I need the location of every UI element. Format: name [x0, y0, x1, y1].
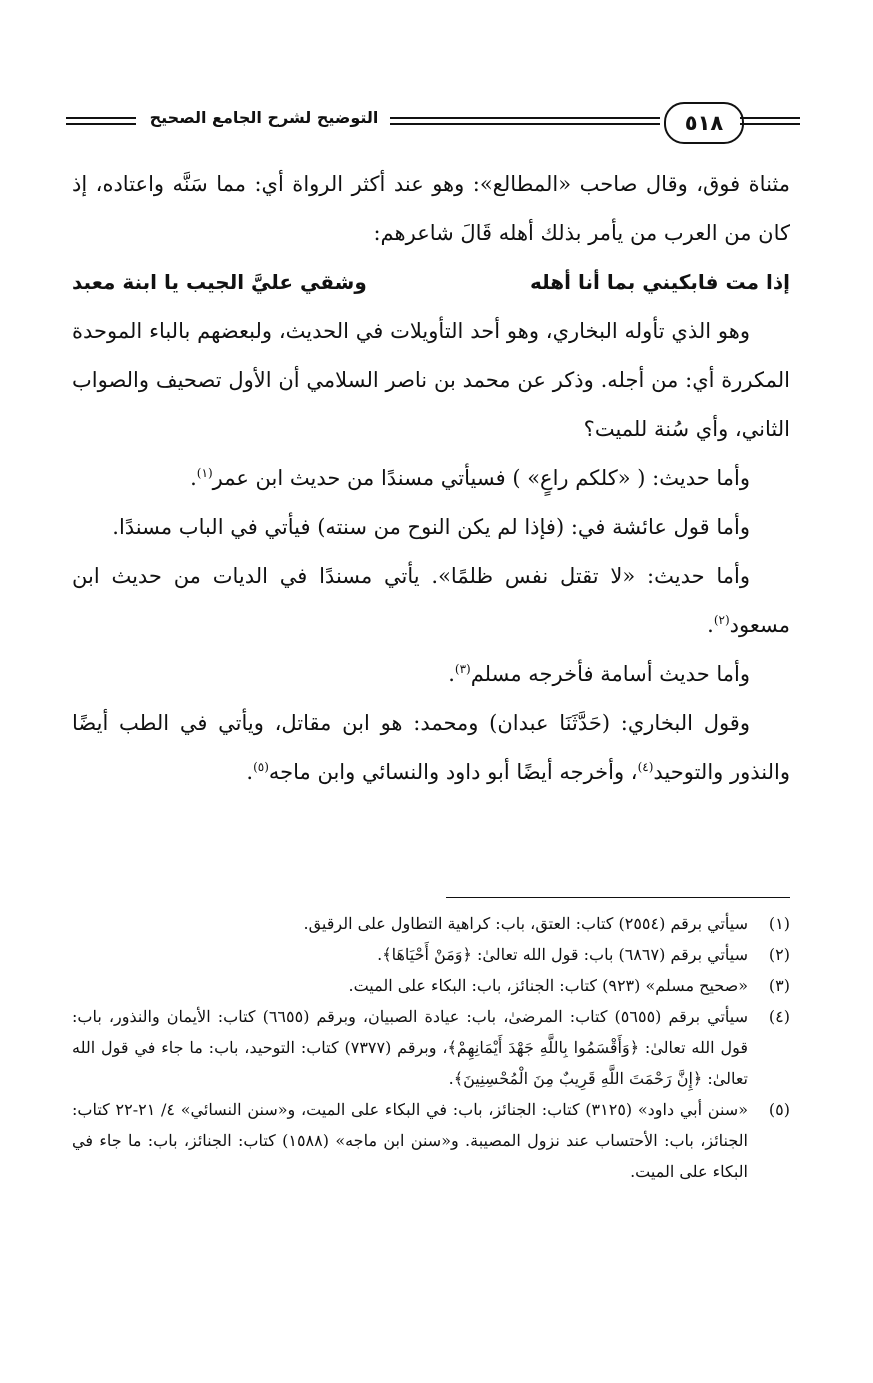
footnote — [72, 1094, 790, 1187]
poem-verse — [72, 258, 790, 307]
paragraph-text: وأما حديث: «لا تقتل نفس ظلمًا». يأتي مسندًا في الديات من حديث ابن مسعود — [72, 564, 790, 637]
main-text — [72, 160, 790, 797]
footnote-ref: (١) — [196, 466, 213, 480]
running-header — [60, 100, 800, 144]
paragraph — [72, 650, 790, 699]
paragraph-text: وأما حديث: ( «كلكم راعٍ» ) فسيأتي مسندًا من حديث ابن عمر — [212, 466, 750, 490]
paragraph — [72, 552, 790, 650]
paragraph — [72, 454, 790, 503]
header-rule — [66, 123, 136, 125]
footnote — [72, 1001, 790, 1094]
paragraph-text: ، وأخرجه أيضًا أبو داود والنسائي وابن ماجه — [268, 760, 638, 784]
footnote — [72, 970, 790, 1001]
period: . — [246, 760, 254, 784]
footnote-ref: (٥) — [253, 760, 269, 774]
period: . — [448, 662, 455, 686]
footnote-number: (١) — [768, 914, 790, 933]
period: . — [707, 613, 714, 637]
footnote-number: (٥) — [768, 1100, 790, 1119]
footnote-text: سيأتي برقم (٥٦٥٥) كتاب: المرضىٰ، باب: عيادة الصبيان، وبرقم (٦٦٥٥) كتاب: الأيمان والنذور، باب: قول الله تعالىٰ: ﴿وَأَقْسَمُوا بِاللَّهِ جَهْدَ أَيْمَانِهِمْ﴾، وبرقم (٧٣٧٧) كتاب: التوحيد، باب: ما جاء في قول الله تعالىٰ: ﴿إِنَّ رَحْمَتَ اللَّهِ قَرِيبٌ مِنَ الْمُحْسِنِينَ﴾. — [72, 1007, 748, 1088]
verse-second-hemistich: وشقي عليَّ الجيب يا ابنة معبد — [72, 270, 367, 294]
footnotes — [72, 908, 790, 1187]
period: . — [190, 466, 197, 490]
paragraph: مثناة فوق، وقال صاحب «المطالع»: وهو عند أكثر الرواة أي: مما سَنَّه واعتاده، إذ كان من العرب من يأمر بذلك أهله قَالَ شاعرهم: — [72, 172, 790, 245]
footnote-text: «صحيح مسلم» (٩٢٣) كتاب: الجنائز، باب: البكاء على الميت. — [348, 976, 748, 995]
footnote-separator — [446, 897, 790, 898]
header-rule — [66, 117, 136, 119]
header-rule — [740, 117, 800, 119]
footnote-number: (٢) — [768, 945, 790, 964]
footnote-ref: (٣) — [454, 662, 471, 676]
paragraph-text: وأما حديث أسامة فأخرجه مسلم — [470, 662, 750, 686]
running-title: التوضيح لشرح الجامع الصحيح — [149, 108, 379, 127]
footnote-text: سيأتي برقم (٦٨٦٧) باب: قول الله تعالىٰ: ﴿وَمَنْ أَحْيَاهَا﴾. — [377, 945, 748, 964]
verse-first-hemistich: إذا مت فابكيني بما أنا أهله — [530, 270, 790, 294]
footnote-text: «سنن أبي داود» (٣١٢٥) كتاب: الجنائز، باب: في البكاء على الميت، و«سنن النسائي» ٤/ ٢١-٢٢ كتاب: الجنائز، باب: الأحتساب عند نزول المصيبة. و«سنن ابن ماجه» (١٥٨٨) كتاب: الجنائز، باب: ما جاء في البكاء على الميت. — [72, 1100, 749, 1181]
footnote — [72, 908, 790, 939]
footnote-number: (٤) — [768, 1007, 790, 1026]
paragraph-text: وقول البخاري: (حَدَّثَنَا عبدان) ومحمد: هو ابن مقاتل، ويأتي في الطب أيضًا والنذور والتوحيد — [72, 711, 790, 784]
paragraph: وهو الذي تأوله البخاري، وهو أحد التأويلات في الحديث، ولبعضهم بالباء الموحدة المكررة أي: من أجله. وذكر عن محمد بن ناصر السلامي أن الأول تصحيف والصواب الثاني، وأي سُنة للميت؟ — [72, 319, 790, 441]
header-rule — [390, 117, 660, 119]
header-rule — [740, 123, 800, 125]
footnote-ref: (٢) — [713, 613, 730, 627]
header-rule — [390, 123, 660, 125]
footnote — [72, 939, 790, 970]
paragraph — [72, 699, 790, 797]
footnote-text: سيأتي برقم (٢٥٥٤) كتاب: العتق، باب: كراهية التطاول على الرقيق. — [303, 914, 748, 933]
footnote-number: (٣) — [768, 976, 790, 995]
paragraph: وأما قول عائشة في: (فإذا لم يكن النوح من سنته) فيأتي في الباب مسندًا. — [112, 515, 750, 539]
page-number: ٥١٨ — [664, 102, 744, 144]
footnote-ref: (٤) — [637, 760, 654, 774]
